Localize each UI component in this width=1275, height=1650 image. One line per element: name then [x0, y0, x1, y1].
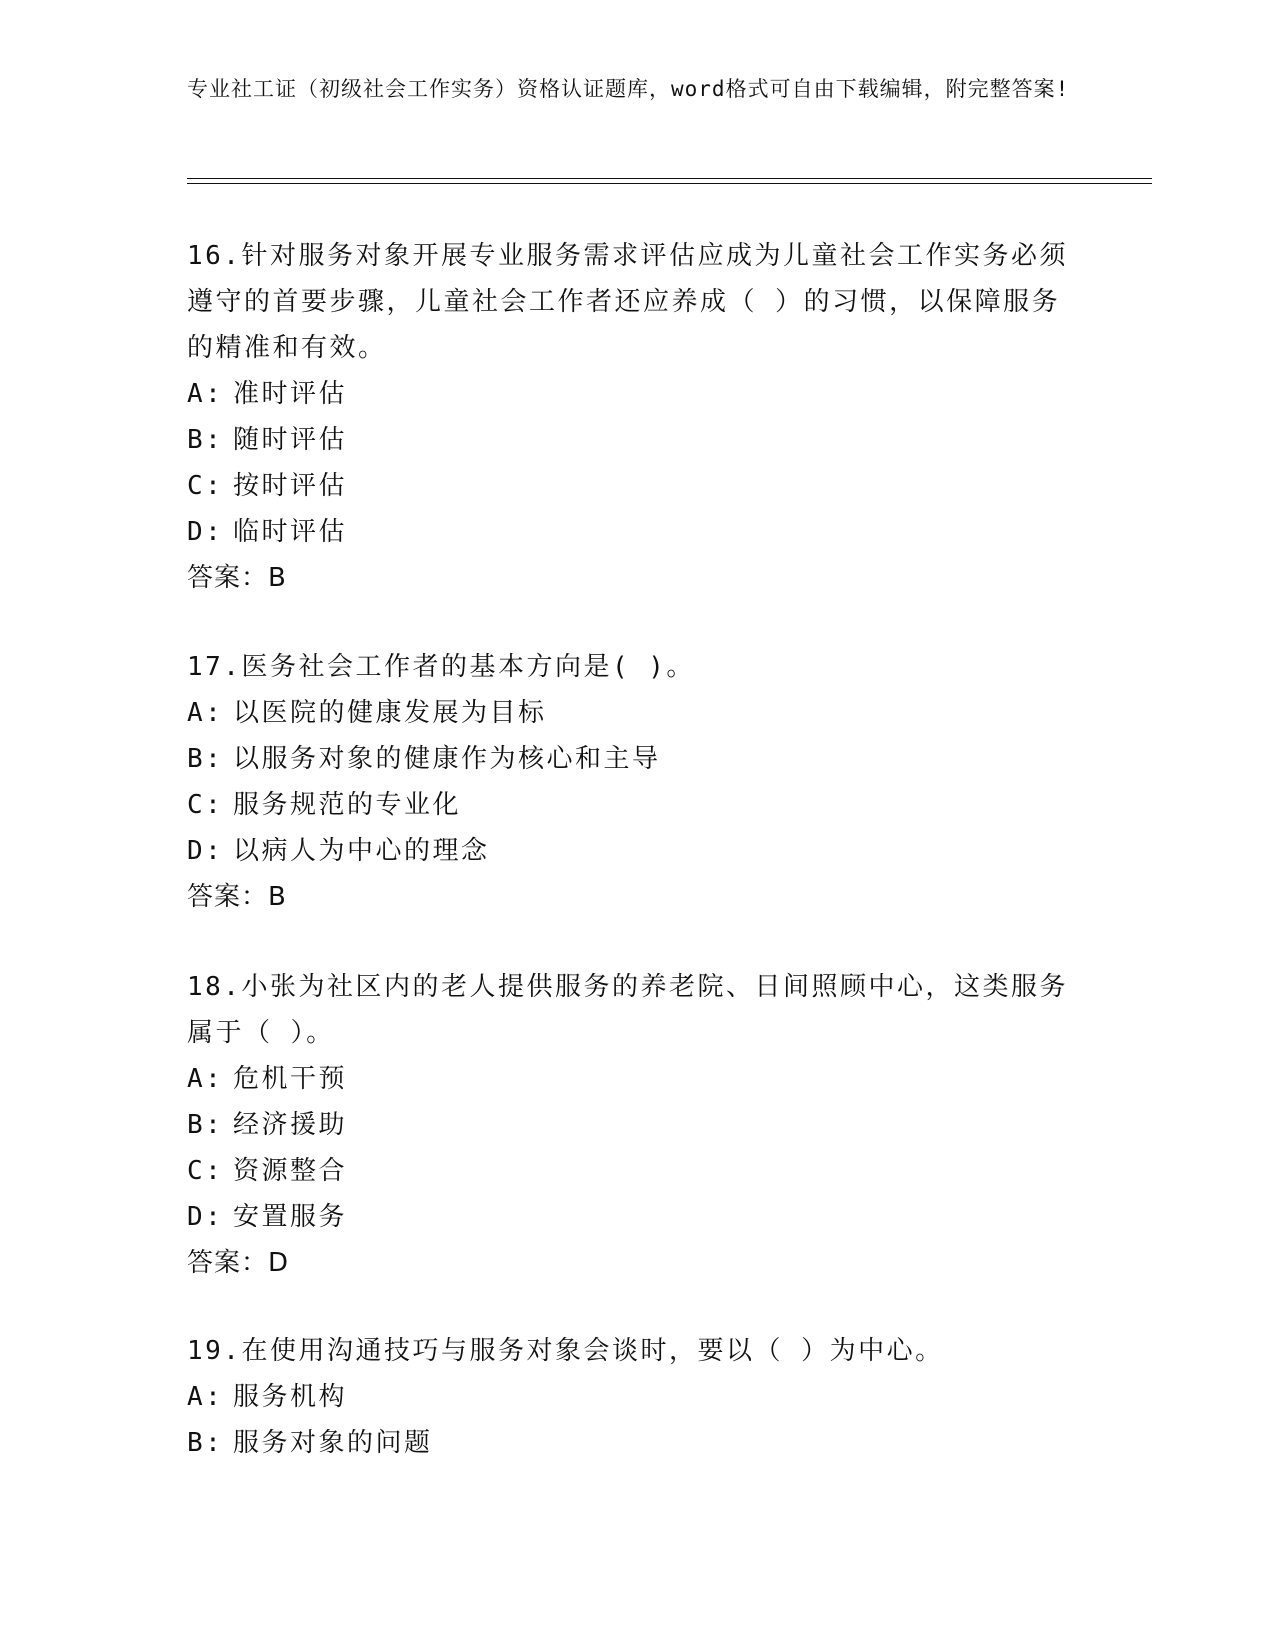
- option-key: C:: [187, 790, 224, 820]
- option-key: C:: [187, 1156, 224, 1186]
- option-key: A:: [187, 379, 224, 409]
- option-b: [187, 417, 1087, 463]
- option-b: [187, 1102, 1087, 1148]
- option-text: 按时评估: [233, 471, 348, 501]
- question-17: [187, 644, 1087, 920]
- option-c: [187, 782, 1087, 828]
- option-key: C:: [187, 471, 224, 501]
- option-b: [187, 1420, 1087, 1466]
- option-c: [187, 1148, 1087, 1194]
- option-text: 服务机构: [233, 1382, 348, 1412]
- option-text: 临时评估: [233, 517, 348, 547]
- question-stem: 17.医务社会工作者的基本方向是( )。: [187, 652, 695, 682]
- question-18: [187, 964, 1087, 1286]
- option-d: [187, 828, 1087, 874]
- option-key: D:: [187, 517, 224, 547]
- option-key: B:: [187, 1110, 224, 1140]
- option-d: [187, 1194, 1087, 1240]
- option-a: [187, 1056, 1087, 1102]
- option-text: 经济援助: [233, 1110, 348, 1140]
- option-a: [187, 690, 1087, 736]
- answer-line: 答案：B: [187, 882, 287, 912]
- option-key: D:: [187, 1202, 224, 1232]
- option-a: [187, 371, 1087, 417]
- option-key: A:: [187, 698, 224, 728]
- option-a: [187, 1374, 1087, 1420]
- answer-line: 答案：B: [187, 563, 287, 593]
- option-text: 以医院的健康发展为目标: [233, 698, 547, 728]
- option-text: 随时评估: [233, 425, 348, 455]
- option-text: 以病人为中心的理念: [233, 836, 490, 866]
- option-key: B:: [187, 1428, 224, 1458]
- question-stem: 16.针对服务对象开展专业服务需求评估应成为儿童社会工作实务必须遵守的首要步骤，儿童社会工作者还应养成（ ）的习惯，以保障服务的精准和有效。: [187, 241, 1068, 363]
- option-key: B:: [187, 744, 224, 774]
- question-16: [187, 233, 1087, 601]
- option-key: D:: [187, 836, 224, 866]
- option-text: 准时评估: [233, 379, 348, 409]
- question-19: [187, 1328, 1087, 1466]
- option-key: A:: [187, 1064, 224, 1094]
- option-text: 服务对象的问题: [233, 1428, 433, 1458]
- option-text: 以服务对象的健康作为核心和主导: [233, 744, 661, 774]
- header-divider-bottom: [187, 183, 1152, 184]
- option-c: [187, 463, 1087, 509]
- option-text: 服务规范的专业化: [233, 790, 462, 820]
- option-key: A:: [187, 1382, 224, 1412]
- option-key: B:: [187, 425, 224, 455]
- question-stem: 18.小张为社区内的老人提供服务的养老院、日间照顾中心，这类服务属于（ ）。: [187, 972, 1068, 1048]
- option-text: 危机干预: [233, 1064, 348, 1094]
- question-stem: 19.在使用沟通技巧与服务对象会谈时，要以（ ）为中心。: [187, 1336, 944, 1366]
- header-divider-top: [187, 178, 1152, 179]
- option-b: [187, 736, 1087, 782]
- option-text: 资源整合: [233, 1156, 348, 1186]
- option-d: [187, 509, 1087, 555]
- option-text: 安置服务: [233, 1202, 348, 1232]
- document-header: 专业社工证（初级社会工作实务）资格认证题库，word格式可自由下载编辑，附完整答案!: [187, 77, 1070, 101]
- answer-line: 答案：D: [187, 1248, 290, 1278]
